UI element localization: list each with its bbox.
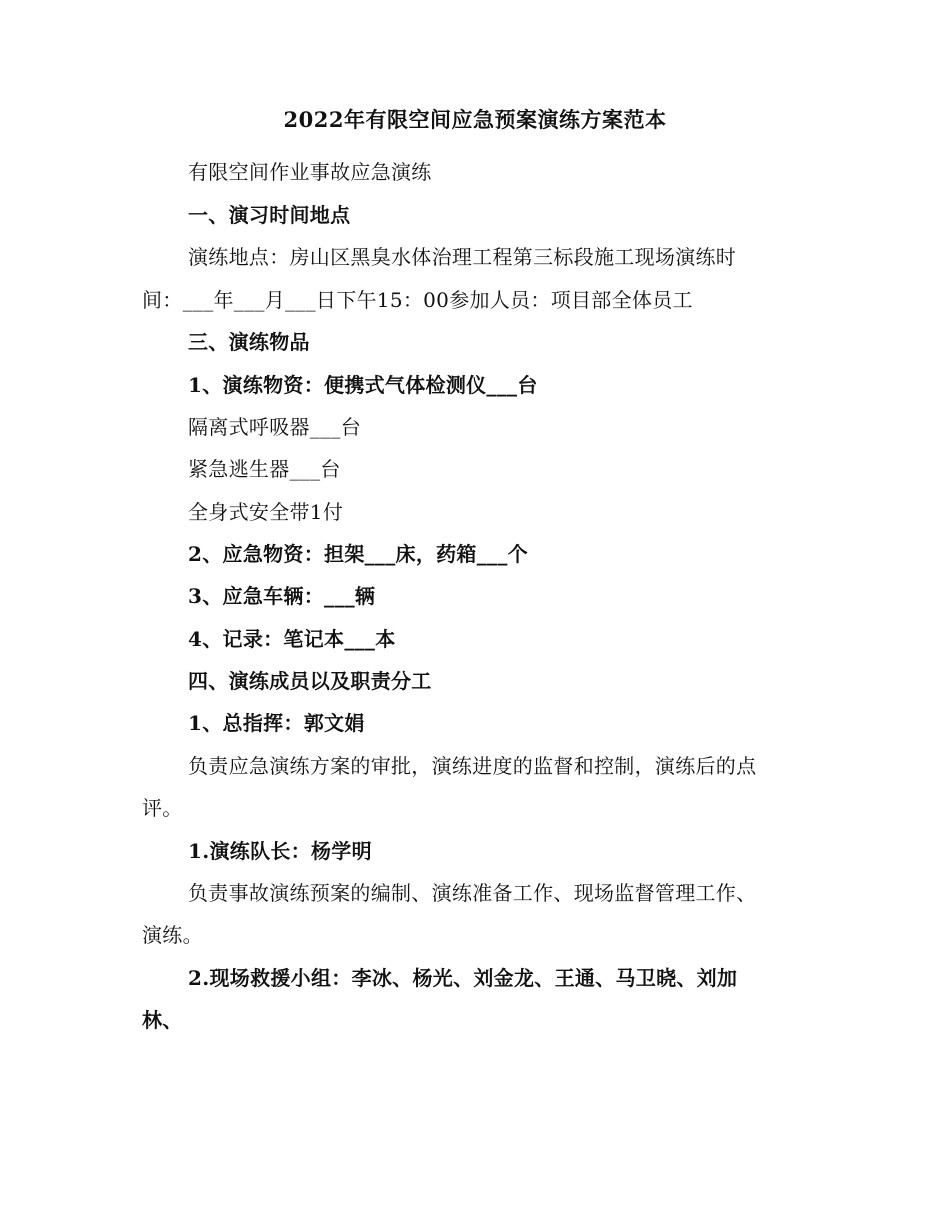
paragraph-line: 隔离式呼吸器___台 (188, 415, 361, 439)
paragraph-line: 紧急逃生器___台 (188, 457, 341, 481)
paragraph-line: 间：___年___月___日下午15：00参加人员：项目部全体员工 (142, 288, 693, 312)
list-item-heading: 1、总指挥：郭文娟 (188, 711, 365, 735)
list-item-heading: 林、 (142, 1008, 183, 1032)
section-heading: 四、演练成员以及职责分工 (188, 669, 432, 693)
paragraph-line: 演练。 (142, 923, 203, 947)
list-item-heading: 1.演练队长：杨学明 (188, 839, 372, 863)
document-title: 2022年有限空间应急预案演练方案范本 (283, 107, 667, 132)
list-item-heading: 2、应急物资：担架___床，药箱___个 (188, 542, 528, 566)
section-heading: 三、演练物品 (188, 330, 310, 354)
paragraph-line: 全身式安全带1付 (188, 500, 344, 524)
section-heading: 一、演习时间地点 (188, 203, 351, 227)
paragraph-line: 负责应急演练方案的审批，演练进度的监督和控制，演练后的点 (188, 754, 757, 778)
list-item-heading: 1、演练物资：便携式气体检测仪___台 (188, 373, 538, 397)
paragraph-line: 评。 (142, 796, 183, 820)
paragraph-line: 演练地点：房山区黑臭水体治理工程第三标段施工现场演练时 (188, 245, 737, 269)
list-item-heading: 4、记录：笔记本___本 (188, 627, 396, 651)
paragraph-line: 有限空间作业事故应急演练 (188, 160, 432, 184)
list-item-heading: 2.现场救援小组：李冰、杨光、刘金龙、王通、马卫晓、刘加 (188, 966, 738, 990)
paragraph-line: 负责事故演练预案的编制、演练准备工作、现场监督管理工作、 (188, 881, 757, 905)
list-item-heading: 3、应急车辆：___辆 (188, 584, 376, 608)
